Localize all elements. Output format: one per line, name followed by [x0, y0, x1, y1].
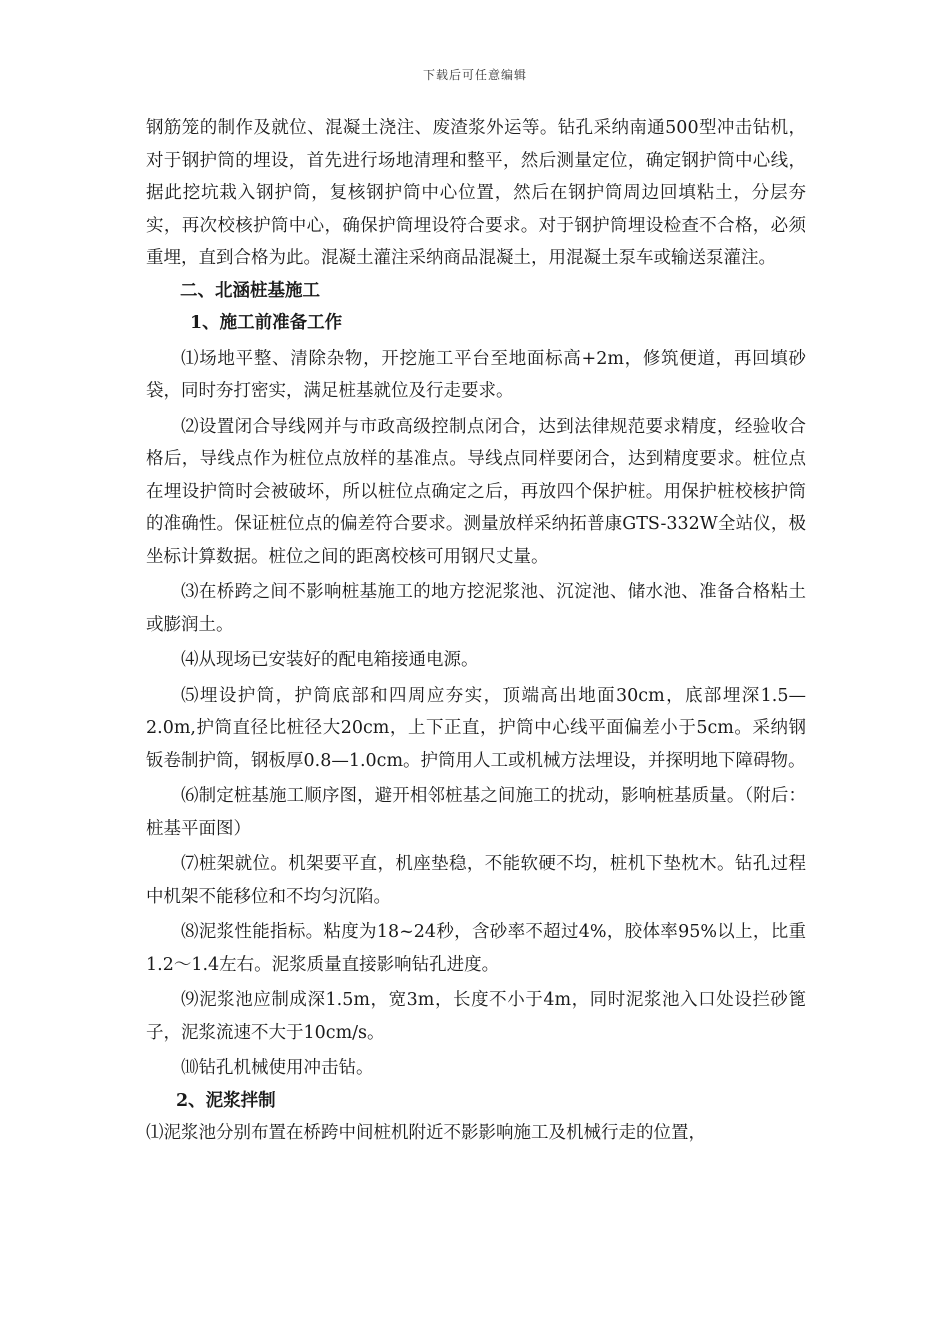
list-item: ⑴泥浆池分别布置在桥跨中间桩机附近不影影响施工及机械行走的位置， — [146, 1123, 706, 1143]
section-heading: 二、北涵桩基施工 — [180, 280, 320, 301]
list-item: ⑼泥浆池应制成深1.5m，宽3m，长度不小于4m，同时泥浆池入口处设拦砂篦子，泥浆流速不大于10cm/s。 — [146, 990, 806, 1043]
list-item: ⑸埋设护筒，护筒底部和四周应夯实，顶端高出地面30cm，底部埋深1.5—2.0m,护筒直径比桩径大20cm，上下正直，护筒中心线平面偏差小于5cm。采纳钢钣卷制护筒，钢板厚0.8—1.0cm。护筒用人工或机械方法埋设，并探明地下障碍物。 — [146, 685, 806, 771]
intro-paragraph: 钢筋笼的制作及就位、混凝土浇注、废渣浆外运等。钻孔采纳南通500型冲击钻机，对于钢护筒的埋设，首先进行场地清理和整平，然后测量定位，确定钢护筒中心线，据此挖坑栽入钢护筒，复核钢护筒中心位置，然后在钢护筒周边回填粘土，分层夯实，再次校核护筒中心，确保护筒埋设符合要求。对于钢护筒埋设检查不合格，必须重埋，直到合格为此。混凝土灌注采纳商品混凝土，用混凝土泵车或输送泵灌注。 — [146, 118, 806, 268]
list-item: ⑴场地平整、清除杂物，开挖施工平台至地面标高+2m，修筑便道，再回填砂袋，同时夯打密实，满足桩基就位及行走要求。 — [146, 348, 806, 401]
document-body — [146, 112, 806, 1150]
list-item: ⑷从现场已安装好的配电箱接通电源。 — [181, 650, 479, 670]
subsection-heading: 2、泥浆拌制 — [176, 1090, 276, 1111]
page-header: 下载后可任意编辑 — [422, 68, 527, 82]
list-item: ⑽钻孔机械使用冲击钻。 — [181, 1058, 374, 1078]
list-item: ⑶在桥跨之间不影响桩基施工的地方挖泥浆池、沉淀池、储水池、准备合格粘土或膨润土。 — [146, 582, 806, 635]
list-item: ⑵设置闭合导线网并与市政高级控制点闭合，达到法律规范要求精度，经验收合格后，导线点作为桩位点放样的基准点。导线点同样要闭合，达到精度要求。桩位点在埋设护筒时会被破坏，所以桩位点确定之后，再放四个保护桩。用保护桩校核护筒的准确性。保证桩位点的偏差符合要求。测量放样采纳拓普康GTS-332W全站仪，极坐标计算数据。桩位之间的距离校核可用钢尺丈量。 — [146, 416, 806, 567]
list-item: ⑺桩架就位。机架要平直，机座垫稳，不能软硬不均，桩机下垫枕木。钻孔过程中机架不能移位和不均匀沉陷。 — [146, 854, 806, 907]
list-item: ⑹制定桩基施工顺序图，避开相邻桩基之间施工的扰动，影响桩基质量。（附后：桩基平面图） — [146, 786, 806, 839]
subsection-heading: 1、施工前准备工作 — [190, 313, 343, 333]
list-item: ⑻泥浆性能指标。粘度为18~24秒，含砂率不超过4%，胶体率95%以上，比重1.2～1.4左右。泥浆质量直接影响钻孔进度。 — [146, 922, 806, 975]
